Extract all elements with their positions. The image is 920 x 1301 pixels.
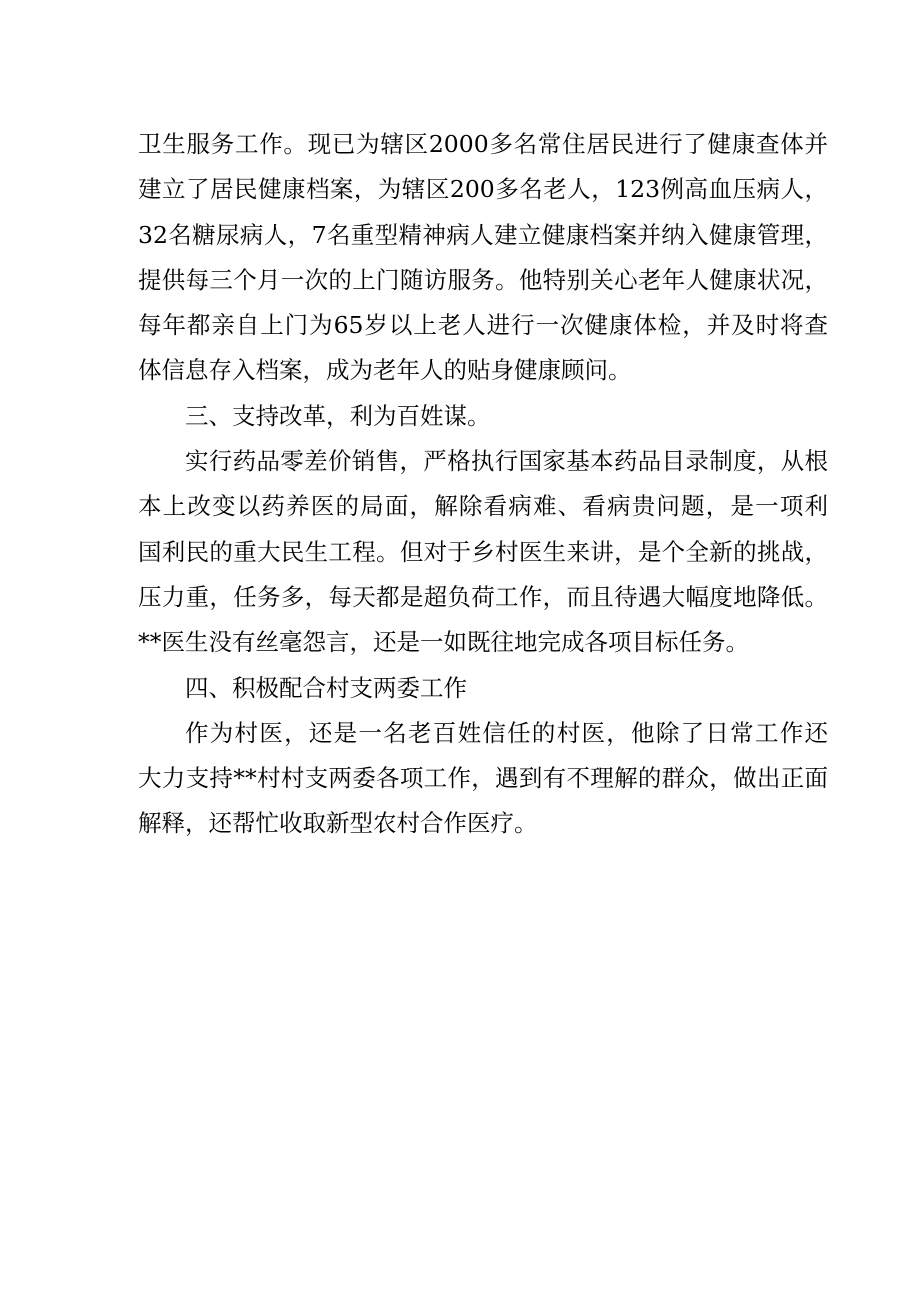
text-line: 国利民的重大民生工程。但对于乡村医生来讲，是个全新的挑战， — [138, 537, 828, 566]
text-line: 每年都亲自上门为65岁以上老人进行一次健康体检，并及时将查 — [138, 311, 828, 340]
document-body — [138, 122, 828, 847]
text-line: 32名糖尿病人，7名重型精神病人建立健康档案并纳入健康管理， — [138, 220, 828, 249]
section-heading-village-committee: 四、积极配合村支两委工作 — [185, 673, 467, 702]
text-line: 压力重，任务多，每天都是超负荷工作，而且待遇大幅度地降低。 — [138, 582, 828, 611]
paragraph-drug-pricing — [138, 439, 828, 665]
paragraph-village-doctor — [138, 711, 828, 847]
text-line: 作为村医，还是一名老百姓信任的村医，他除了日常工作还 — [185, 718, 828, 747]
paragraph-health-records — [138, 122, 828, 394]
text-line: 卫生服务工作。现已为辖区2000多名常住居民进行了健康查体并 — [138, 130, 828, 158]
text-line: 体信息存入档案，成为老年人的贴身健康顾问。 — [138, 356, 632, 385]
text-line: 实行药品零差价销售，严格执行国家基本药品目录制度，从根 — [185, 447, 828, 476]
text-line: **医生没有丝毫怨言，还是一如既往地完成各项目标任务。 — [138, 628, 749, 657]
text-line: 解释，还帮忙收取新型农村合作医疗。 — [138, 809, 538, 838]
text-line: 大力支持**村村支两委各项工作，遇到有不理解的群众，做出正面 — [138, 764, 828, 793]
text-line: 建立了居民健康档案，为辖区200多名老人，123例高血压病人， — [138, 175, 828, 204]
text-line: 本上改变以药养医的局面，解除看病难、看病贵问题，是一项利 — [138, 492, 828, 521]
text-line: 提供每三个月一次的上门随访服务。他特别关心老年人健康状况， — [138, 265, 828, 294]
section-heading-reform: 三、支持改革，利为百姓谋。 — [185, 401, 491, 430]
